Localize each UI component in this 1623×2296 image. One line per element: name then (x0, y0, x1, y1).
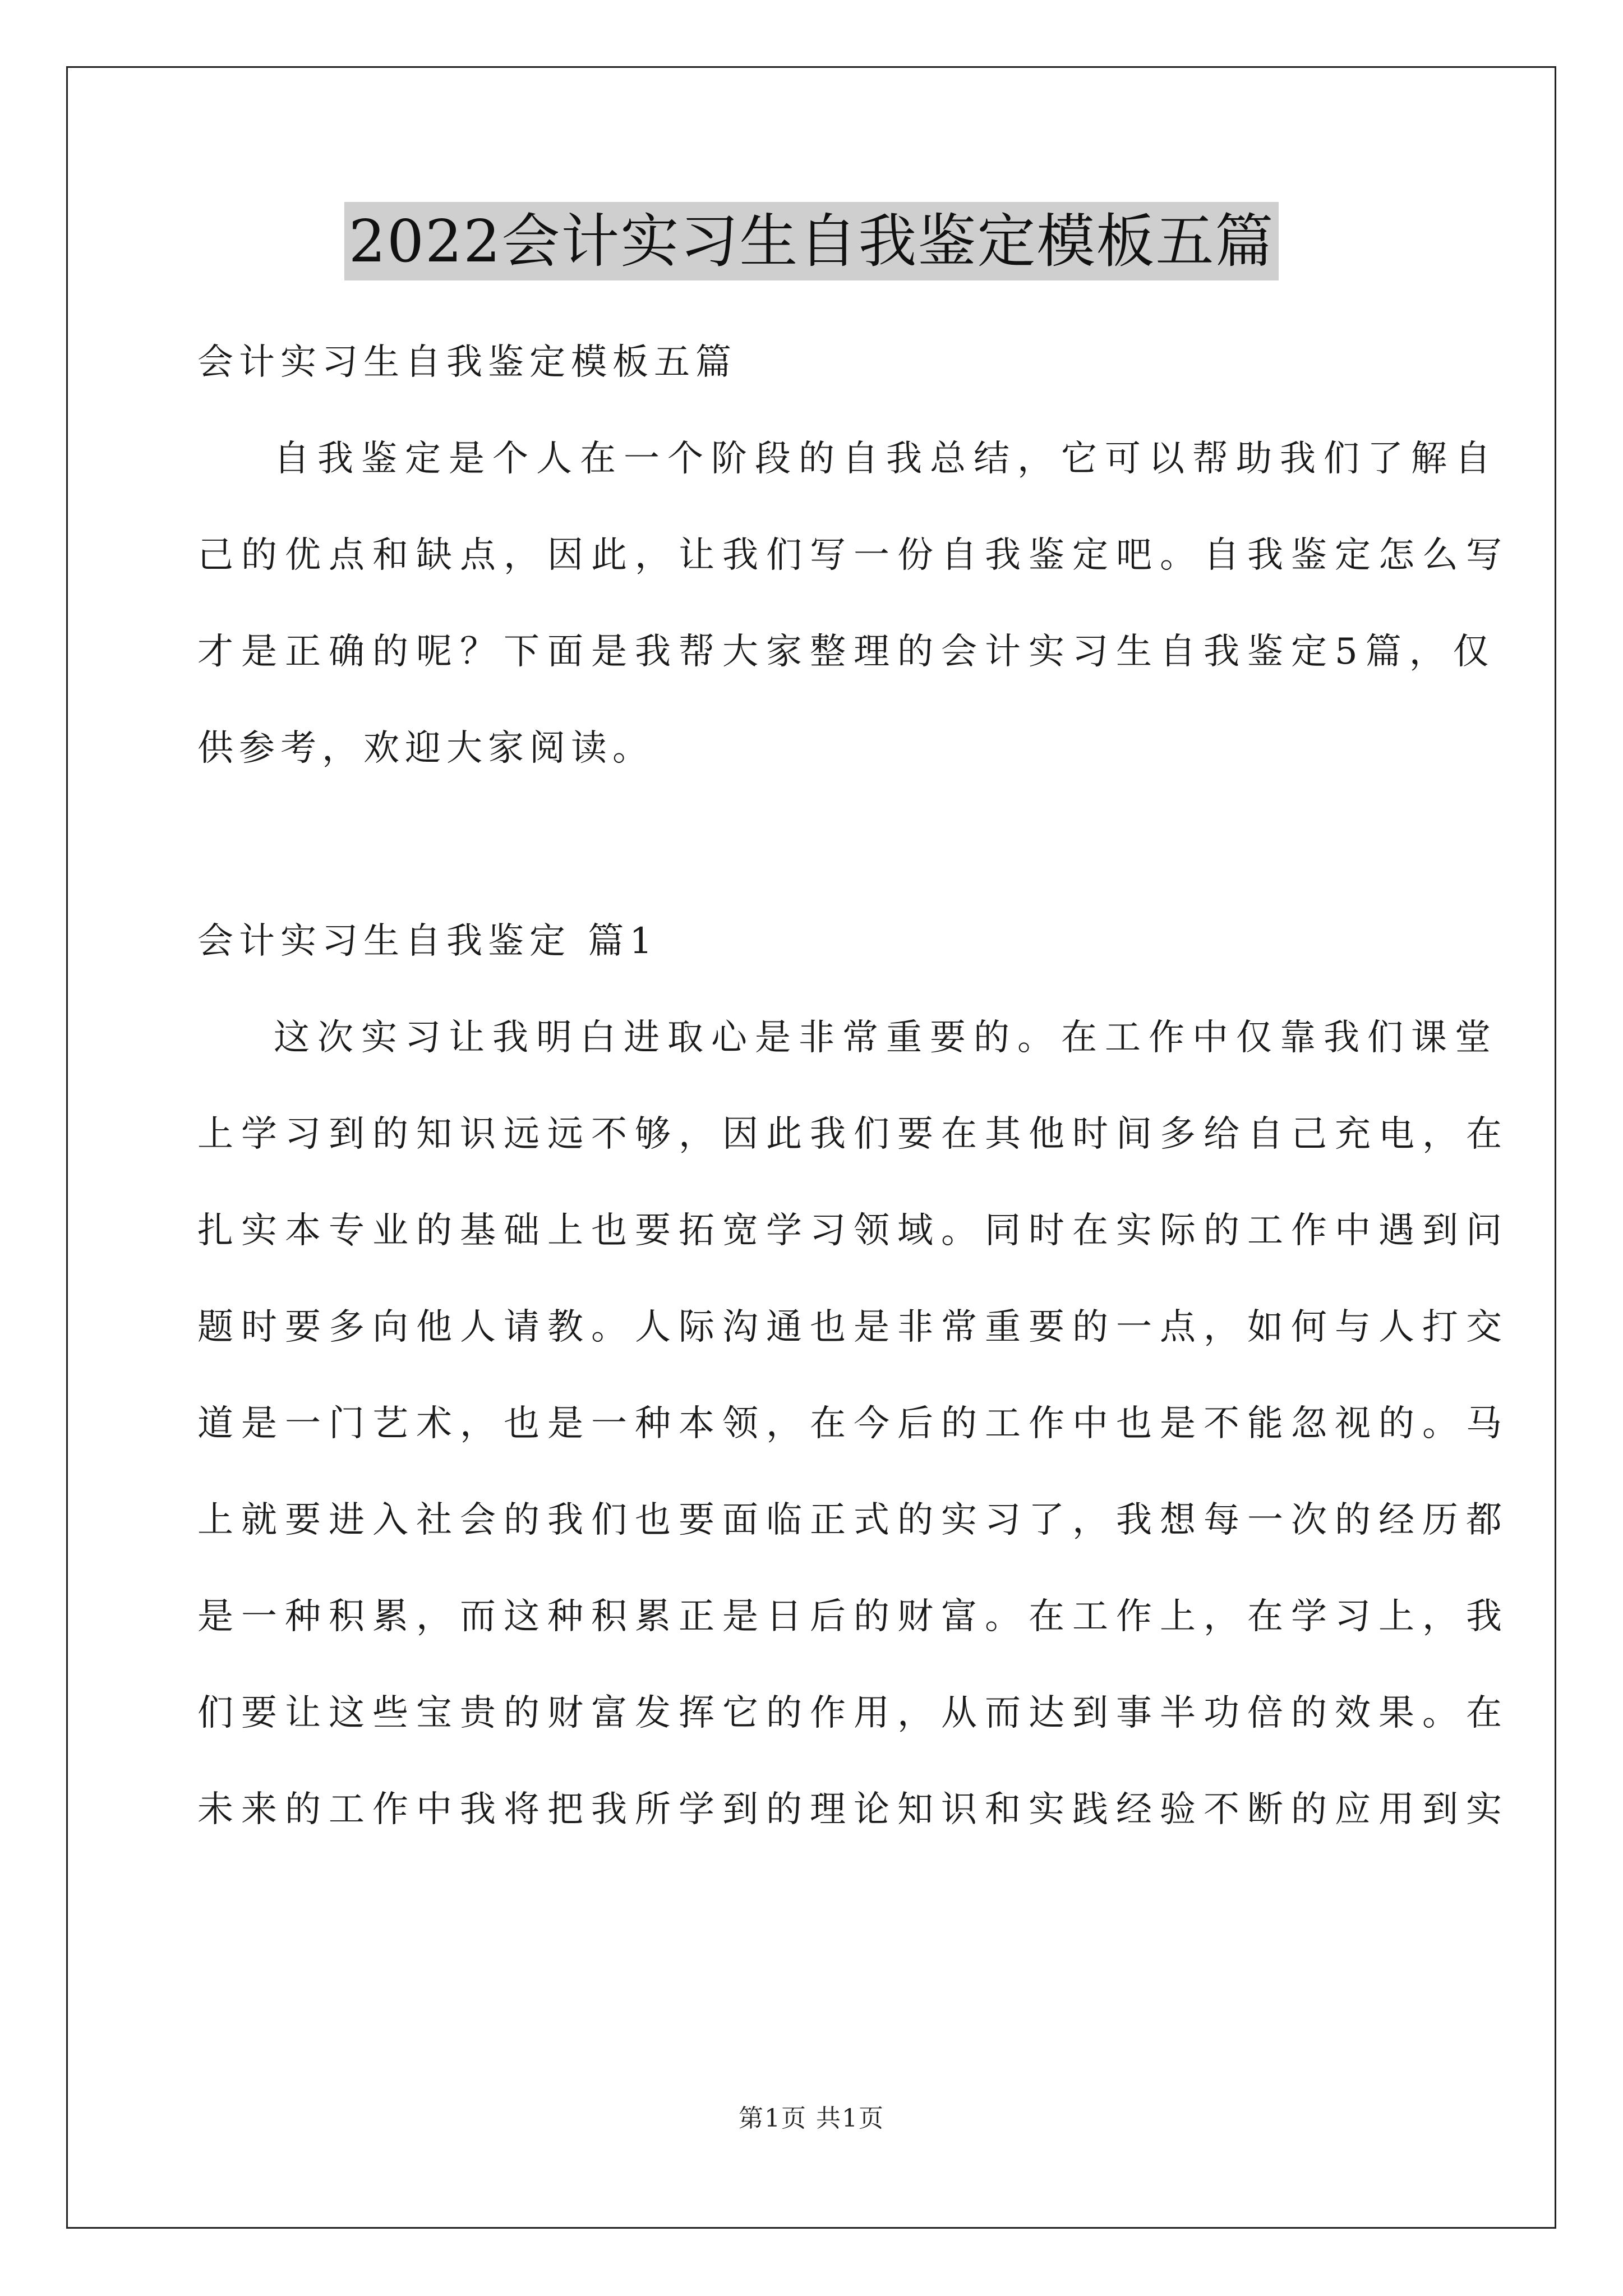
section-line: 上就要进入社会的我们也要面临正式的实习了，我想每一次的经历都 (197, 1499, 1510, 1541)
document-title: 2022会计实习生自我鉴定模板五篇 (344, 202, 1279, 280)
intro-line: 才是正确的呢？下面是我帮大家整理的会计实习生自我鉴定5篇，仅 (197, 631, 1497, 673)
section-line: 道是一门艺术，也是一种本领，在今后的工作中也是不能忽视的。马 (197, 1403, 1510, 1444)
section-line: 上学习到的知识远远不够，因此我们要在其他时间多给自己充电，在 (197, 1114, 1510, 1155)
section-line: 这次实习让我明白进取心是非常重要的。在工作中仅靠我们课堂 (274, 1017, 1498, 1059)
paragraph-gap (197, 797, 1431, 893)
intro-line: 己的优点和缺点，因此，让我们写一份自我鉴定吧。自我鉴定怎么写 (197, 535, 1510, 576)
section-line: 扎实本专业的基础上也要拓宽学习领域。同时在实际的工作中遇到问 (197, 1210, 1510, 1251)
section-line: 题时要多向他人请教。人际沟通也是非常重要的一点，如何与人打交 (197, 1306, 1510, 1348)
section-line: 未来的工作中我将把我所学到的理论知识和实践经验不断的应用到实 (197, 1789, 1510, 1830)
title-container (0, 202, 1623, 280)
document-subtitle: 会计实习生自我鉴定模板五篇 (197, 342, 737, 383)
section-line: 是一种积累，而这种积累正是日后的财富。在工作上，在学习上，我 (197, 1596, 1510, 1637)
intro-line: 自我鉴定是个人在一个阶段的自我总结，它可以帮助我们了解自 (274, 438, 1498, 480)
section-heading: 会计实习生自我鉴定 篇1 (197, 921, 658, 962)
page-footer: 第1页 共1页 (739, 2104, 884, 2133)
section-line: 们要让这些宝贵的财富发挥它的作用，从而达到事半功倍的效果。在 (197, 1692, 1510, 1734)
intro-line: 供参考，欢迎大家阅读。 (197, 728, 654, 769)
document-body (197, 314, 1510, 1858)
